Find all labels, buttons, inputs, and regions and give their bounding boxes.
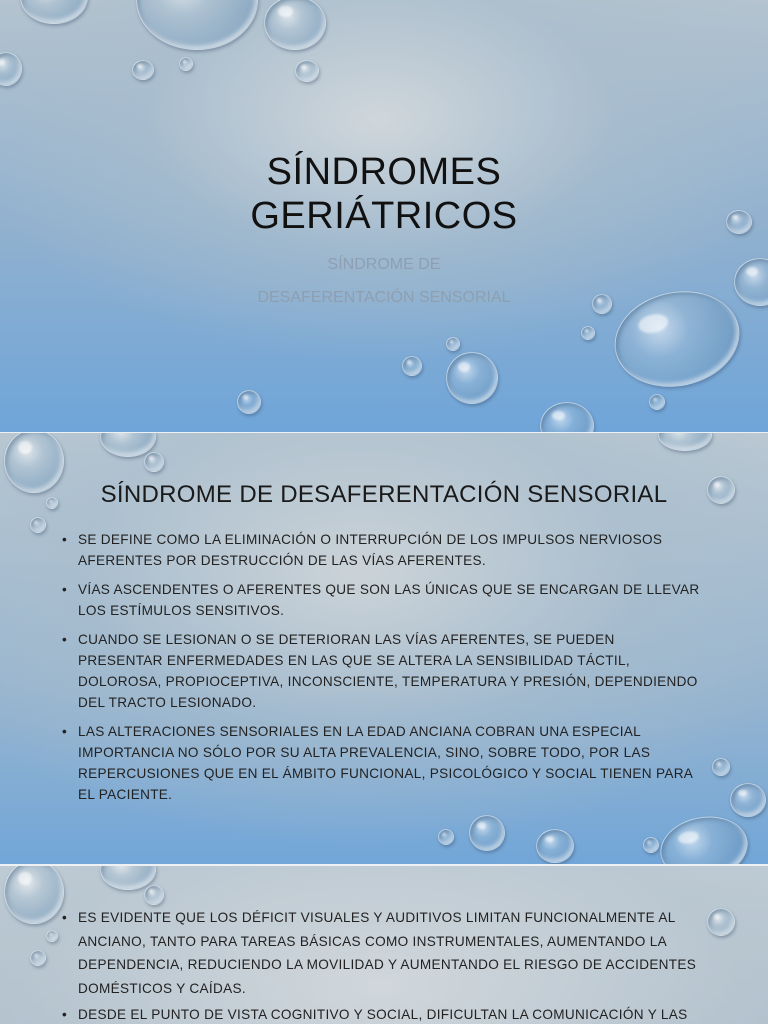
water-drop-decoration xyxy=(30,517,46,533)
list-item: • LAS ALTERACIONES SENSORIALES EN LA EDAD ANCIANA COBRAN UNA ESPECIAL IMPORTANCIA NO SÓLO POR SU ALTA PREVALENCIA, SINO, SOBRE TODO, POR LAS REPERCUSIONES QUE EN EL ÁMBITO FUNCIONAL, PSICOLÓGICO Y SOCIAL TIENEN PARA EL PACIENTE. xyxy=(62,721,702,805)
water-drop-decoration xyxy=(536,829,574,863)
water-drop-decoration xyxy=(30,950,46,966)
water-drop-decoration xyxy=(4,866,64,924)
water-drop-decoration xyxy=(438,829,454,845)
presentation-subtitle xyxy=(0,248,768,314)
water-drop-decoration xyxy=(643,837,659,853)
list-item: • SE DEFINE COMO LA ELIMINACIÓN O INTERRUPCIÓN DE LOS IMPULSOS NERVIOSOS AFERENTES POR DESTRUCCIÓN DE LAS VÍAS AFERENTES. xyxy=(62,529,702,571)
water-drop-decoration xyxy=(402,356,422,376)
water-drop-decoration xyxy=(658,433,712,451)
list-item: • CUANDO SE LESIONAN O SE DETERIORAN LAS VÍAS AFERENTES, SE PUEDEN PRESENTAR ENFERMEDADES EN LAS QUE SE ALTERA LA SENSIBILIDAD TÁCTIL, DOLOROSA, PROPIOCEPTIVA, INCONSCIENTE, TEMPERATURA Y PRESIÓN, DEPENDIENDO DEL TRACTO LESIONADO. xyxy=(62,629,702,713)
content-slide-definition xyxy=(0,433,768,864)
title-slide xyxy=(0,0,768,432)
water-drop-decoration xyxy=(540,402,594,432)
title-line-1: SÍNDROMES xyxy=(266,151,502,193)
subtitle-line-2: DESAFERENTACIÓN SENSORIAL xyxy=(257,289,511,306)
water-drop-decoration xyxy=(20,0,88,24)
water-drop-decoration xyxy=(264,0,326,50)
list-item: • VÍAS ASCENDENTES O AFERENTES QUE SON LAS ÚNICAS QUE SE ENCARGAN DE LLEVAR LOS ESTÍMULOS SENSITIVOS. xyxy=(62,579,702,621)
title-line-2: GERIÁTRICOS xyxy=(250,195,518,237)
list-item: • DESDE EL PUNTO DE VISTA COGNITIVO Y SOCIAL, DIFICULTAN LA COMUNICACIÓN Y LAS xyxy=(62,1003,702,1024)
bullet-list xyxy=(62,906,702,1024)
water-drop-decoration xyxy=(144,885,164,905)
water-drop-decoration xyxy=(179,57,193,71)
water-drop-decoration xyxy=(581,326,595,340)
water-drop-decoration xyxy=(446,352,498,404)
water-drop-decoration xyxy=(707,908,735,936)
slide-title: SÍNDROME DE DESAFERENTACIÓN SENSORIAL xyxy=(100,481,668,508)
water-drop-decoration xyxy=(132,60,154,80)
water-drop-decoration xyxy=(730,783,766,817)
water-drop-decoration xyxy=(0,52,22,86)
water-drop-decoration xyxy=(295,60,319,82)
subtitle-line-1: SÍNDROME DE xyxy=(327,256,441,273)
water-drop-decoration xyxy=(655,810,752,864)
bullet-list xyxy=(62,529,702,813)
content-slide-impact xyxy=(0,866,768,1024)
water-drop-decoration xyxy=(469,815,505,851)
water-drop-decoration xyxy=(46,930,58,942)
list-item: • ES EVIDENTE QUE LOS DÉFICIT VISUALES Y AUDITIVOS LIMITAN FUNCIONALMENTE AL ANCIANO, TANTO PARA TAREAS BÁSICAS COMO INSTRUMENTALES, AUMENTANDO LA DEPENDENCIA, REDUCIENDO LA MOVILIDAD Y AUMENTANDO EL RIESGO DE ACCIDENTES DOMÉSTICOS Y CAÍDAS. xyxy=(62,906,702,1000)
water-drop-decoration xyxy=(649,394,665,410)
water-drop-decoration xyxy=(712,758,730,776)
water-drop-decoration xyxy=(446,337,460,351)
water-drop-decoration xyxy=(237,390,261,414)
water-drop-decoration xyxy=(136,0,258,50)
presentation-title xyxy=(0,150,768,238)
water-drop-decoration xyxy=(144,452,164,472)
